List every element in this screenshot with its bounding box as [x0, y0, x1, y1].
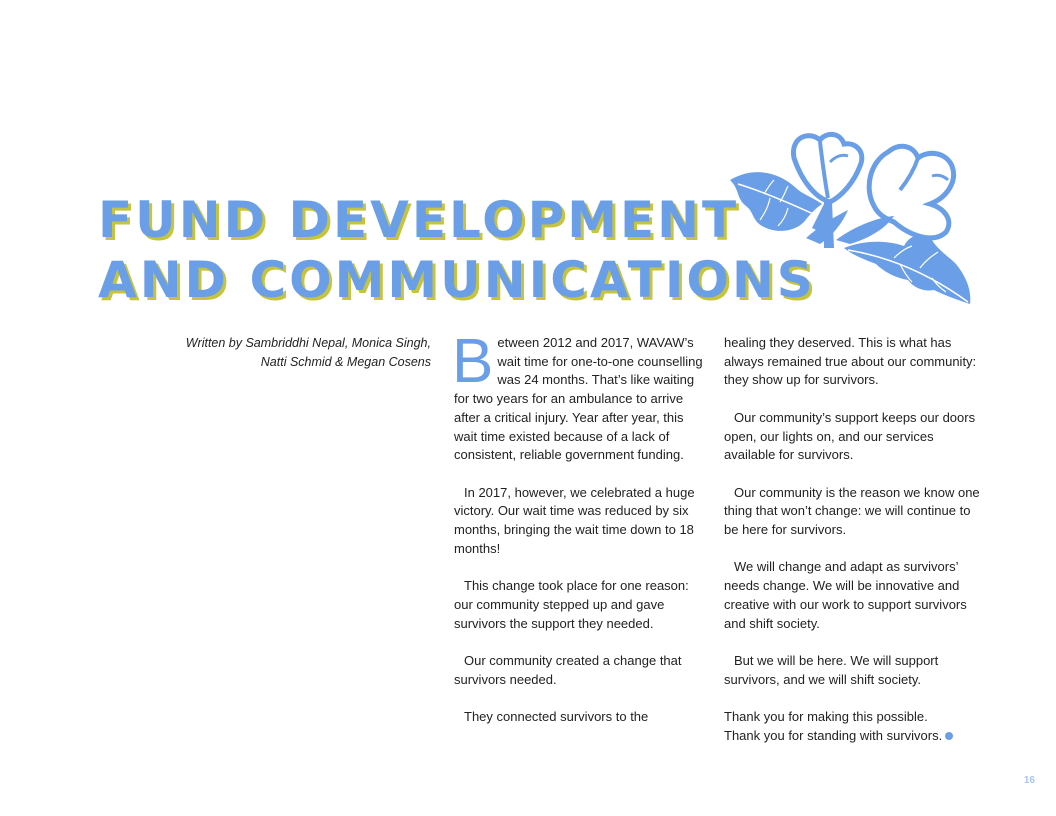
paragraph: This change took place for one reason: our community stepped up and gave survivors the support they needed.: [454, 578, 689, 631]
paragraph: [452, 327, 704, 465]
left-leaf-icon: [730, 172, 822, 231]
right-leaf-icon: [844, 235, 970, 304]
byline-line-1: Written by Sambriddhi Nepal, Monica Singh,: [185, 336, 431, 350]
closing-line-2: Thank you for standing with survivors.: [724, 727, 943, 743]
paragraph: They connected survivors to the: [464, 709, 649, 724]
byline: [150, 334, 431, 371]
byline-line-2: Natti Schmid & Megan Cosens: [260, 354, 431, 369]
end-mark-dot-icon: [945, 732, 953, 740]
page-number: 16: [1023, 775, 1035, 786]
page-title: [98, 190, 816, 310]
paragraph: We will change and adapt as survivors’ needs change. We will be innovative and creative with our work to support survivors and shift society.: [724, 559, 967, 631]
body-column-1: [452, 327, 704, 745]
body-column-2: [724, 334, 984, 764]
closing-line-1: Thank you for making this possible.: [724, 708, 928, 724]
paragraph: Our community is the reason we know one thing that won’t change: we will continue to be here for survivors.: [724, 484, 980, 537]
closing-paragraph: [724, 708, 984, 745]
drop-cap: B: [452, 327, 494, 396]
paragraph: healing they deserved. This is what has always remained true about our community: they show up for survivors.: [724, 335, 977, 388]
title-line-1: FUND DEVELOPMENT: [98, 191, 740, 249]
flower-leaf-illustration-icon: [724, 128, 976, 308]
title-line-2: AND COMMUNICATIONS: [98, 251, 816, 309]
paragraph: Our community created a change that survivors needed.: [454, 652, 682, 687]
paragraph: But we will be here. We will support survivors, and we will shift society.: [724, 652, 939, 687]
paragraph: In 2017, however, we celebrated a huge victory. Our wait time was reduced by six months, bringing the wait time down to 18 months!: [454, 484, 695, 556]
paragraph-text: etween 2012 and 2017, WAVAW’s wait time for one-to-one counselling was 24 months. That’s like waiting for two years for an ambulance to arrive after a critical injury. Year after year, this wait time existed because of a lack of consistent, reliable government funding.: [454, 335, 703, 463]
paragraph: Our community’s support keeps our doors open, our lights on, and our services available for survivors.: [724, 409, 976, 463]
